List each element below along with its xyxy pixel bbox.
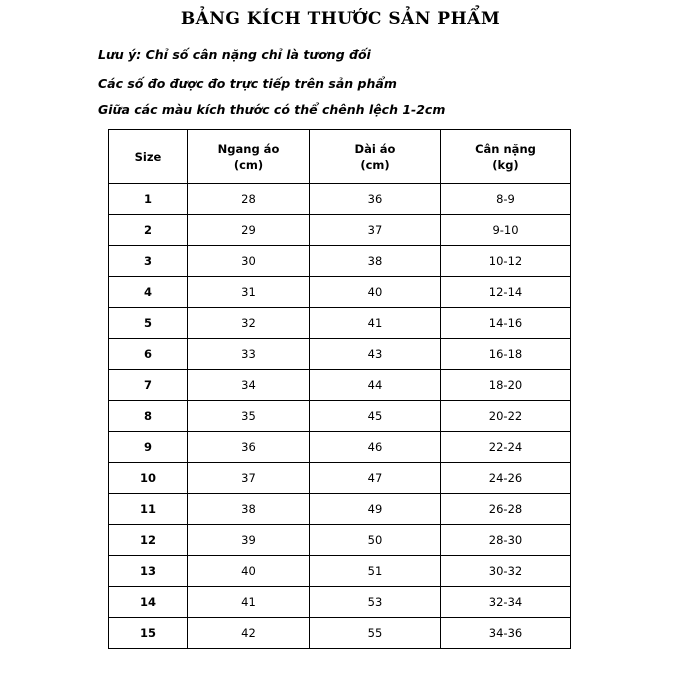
table-row: [109, 463, 571, 494]
table-row: [109, 618, 571, 649]
weight-cell: 24-26: [441, 463, 571, 494]
size-cell: 7: [109, 370, 188, 401]
length-cell: 45: [310, 401, 441, 432]
chest-width-cell: 42: [188, 618, 310, 649]
table-row: [109, 525, 571, 556]
note-measurement: Các số đo được đo trực tiếp trên sản phẩm: [98, 76, 397, 91]
table-row: [109, 277, 571, 308]
size-cell: 9: [109, 432, 188, 463]
header-chest-width-label: Ngang áo: [217, 141, 280, 156]
weight-cell: 30-32: [441, 556, 571, 587]
size-cell: 5: [109, 308, 188, 339]
chest-width-cell: 30: [188, 246, 310, 277]
table-row: [109, 215, 571, 246]
table-body: [109, 184, 571, 649]
note-weight: Lưu ý: Chỉ số cân nặng chỉ là tương đối: [98, 47, 371, 62]
size-cell: 14: [109, 587, 188, 618]
header-size: [109, 130, 188, 184]
header-chest-width-unit: (cm): [233, 157, 264, 172]
size-cell: 4: [109, 277, 188, 308]
chest-width-cell: 29: [188, 215, 310, 246]
table-row: [109, 184, 571, 215]
weight-cell: 9-10: [441, 215, 571, 246]
header-row: [109, 130, 571, 184]
length-cell: 49: [310, 494, 441, 525]
size-cell: 13: [109, 556, 188, 587]
table-row: [109, 370, 571, 401]
chest-width-cell: 35: [188, 401, 310, 432]
header-length-label: Dài áo: [354, 141, 396, 156]
size-chart-table: [108, 129, 571, 649]
table-header: [109, 130, 571, 184]
length-cell: 41: [310, 308, 441, 339]
length-cell: 43: [310, 339, 441, 370]
table-row: [109, 401, 571, 432]
table-row: [109, 494, 571, 525]
weight-cell: 22-24: [441, 432, 571, 463]
weight-cell: 18-20: [441, 370, 571, 401]
chest-width-cell: 34: [188, 370, 310, 401]
table-row: [109, 432, 571, 463]
size-cell: 2: [109, 215, 188, 246]
header-weight-unit: (kg): [492, 157, 519, 172]
length-cell: 37: [310, 215, 441, 246]
header-length: [310, 130, 441, 184]
chest-width-cell: 39: [188, 525, 310, 556]
weight-cell: 26-28: [441, 494, 571, 525]
header-length-unit: (cm): [360, 157, 390, 172]
table-row: [109, 556, 571, 587]
length-cell: 53: [310, 587, 441, 618]
weight-cell: 32-34: [441, 587, 571, 618]
length-cell: 51: [310, 556, 441, 587]
header-size-label: Size: [134, 149, 162, 164]
weight-cell: 14-16: [441, 308, 571, 339]
table-row: [109, 587, 571, 618]
length-cell: 40: [310, 277, 441, 308]
length-cell: 38: [310, 246, 441, 277]
size-cell: 6: [109, 339, 188, 370]
length-cell: 55: [310, 618, 441, 649]
header-chest-width: [188, 130, 310, 184]
header-weight: [441, 130, 571, 184]
size-cell: 11: [109, 494, 188, 525]
size-cell: 12: [109, 525, 188, 556]
weight-cell: 20-22: [441, 401, 571, 432]
chest-width-cell: 32: [188, 308, 310, 339]
size-cell: 8: [109, 401, 188, 432]
chest-width-cell: 41: [188, 587, 310, 618]
chest-width-cell: 28: [188, 184, 310, 215]
weight-cell: 28-30: [441, 525, 571, 556]
chest-width-cell: 33: [188, 339, 310, 370]
weight-cell: 12-14: [441, 277, 571, 308]
length-cell: 44: [310, 370, 441, 401]
length-cell: 47: [310, 463, 441, 494]
length-cell: 46: [310, 432, 441, 463]
weight-cell: 8-9: [441, 184, 571, 215]
chest-width-cell: 40: [188, 556, 310, 587]
weight-cell: 10-12: [441, 246, 571, 277]
chest-width-cell: 37: [188, 463, 310, 494]
page-title: BẢNG KÍCH THƯỚC SẢN PHẨM: [180, 9, 501, 29]
chest-width-cell: 36: [188, 432, 310, 463]
table-row: [109, 308, 571, 339]
chest-width-cell: 38: [188, 494, 310, 525]
length-cell: 50: [310, 525, 441, 556]
size-cell: 15: [109, 618, 188, 649]
note-tolerance: Giữa các màu kích thước có thể chênh lệch 1-2cm: [98, 102, 446, 117]
chest-width-cell: 31: [188, 277, 310, 308]
length-cell: 36: [310, 184, 441, 215]
weight-cell: 16-18: [441, 339, 571, 370]
table-row: [109, 339, 571, 370]
size-cell: 10: [109, 463, 188, 494]
weight-cell: 34-36: [441, 618, 571, 649]
header-weight-label: Cân nặng: [475, 141, 536, 156]
size-cell: 1: [109, 184, 188, 215]
table-row: [109, 246, 571, 277]
size-cell: 3: [109, 246, 188, 277]
